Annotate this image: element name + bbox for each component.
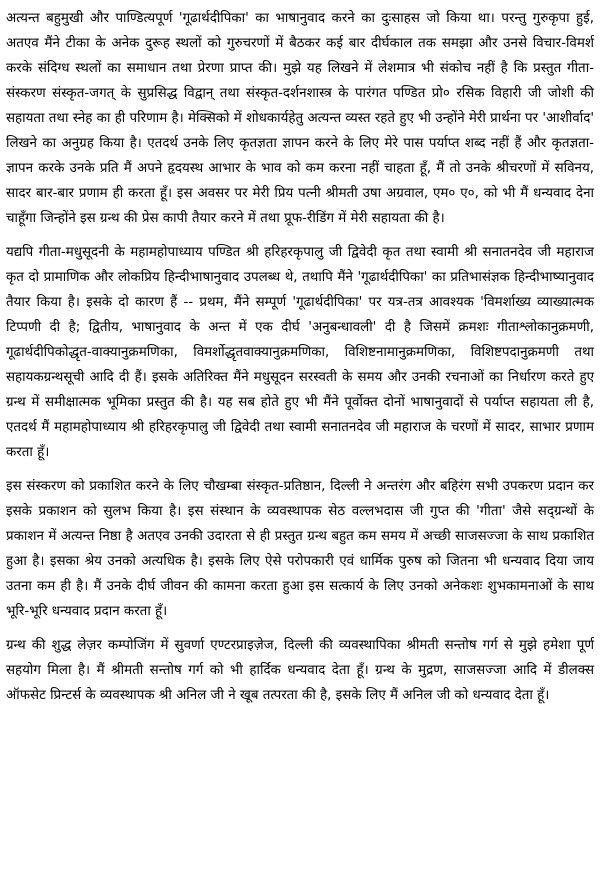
paragraph-translation-reasons: यद्यपि गीता-मधुसूदनी के महामहोपाध्याय पण्डित श्री हरिहरकृपालु जी द्विवेदी कृत तथा स्वामी श्री सनातनदेव जी महाराज कृत दो प्रामाणिक और लोकप्रिय हिन्दीभाषानुवाद उपलब्ध थे, तथापि मैंने 'गूढार्थदीपिका' का प्रतिभासंज्ञक हिन्दीभाष्यानुवाद तैयार किया है। इसके दो कारण हैं -- प्रथम, मैंने सम्पूर्ण 'गूढार्थदीपिका' पर यत्र-तत्र आवश्यक 'विमर्शाख्य व्याख्यात्मक टिप्पणी दी है; द्वितीय, भाषानुवाद के अन्त में एक दीर्घ 'अनुबन्धावली' दी है जिसमें क्रमशः गीताश्लोकानुक्रमणी, गूढार्थदीपिकोद्धृत-वाक्यानुक्रमणिका, विमर्शोद्धृतवाक्यानुक्रमणिका, विशिष्टनामानुक्रमणिका, विशिष्टपदानुक्रमणी तथा सहायकग्रन्थसूची आदि दी हैं। इसके अतिरिक्त मैंने मधुसूदन सरस्वती के समय और उनकी रचनाओं का निर्धारण करते हुए ग्रन्थ में समीक्षात्मक भूमिका प्रस्तुत की है। यह सब होते हुए भी मैंने पूर्वोक्त दोनों भाषानुवादों से पर्याप्त सहायता ली है, एतदर्थ मैं महामहोपाध्याय श्री हरिहरकृपालु जी द्विवेदी तथा स्वामी सनातनदेव जी महाराज के चरणों में सादर, साभार प्रणाम करता हूँ। <box>6 245 594 460</box>
paragraph-publisher-thanks: इस संस्करण को प्रकाशित करने के लिए चौखम्बा संस्कृत-प्रतिष्ठान, दिल्ली ने अन्तरंग और बहिरंग सभी उपकरण प्रदान कर इसके प्रकाशन को सुलभ किया है। इस संस्थान के व्यवस्थापक सेठ वल्लभदास जी गुप्त की 'गीता' जैसे सद्ग्रन्थों के प्रकाशन में अत्यन्त निष्ठा है अतएव उनकी उदारता से ही प्रस्तुत ग्रन्थ बहुत कम समय में अच्छी साजसज्जा के साथ प्रकाशित हुआ है। इसका श्रेय उनको अत्यधिक है। इसके लिए ऐसे परोपकारी एवं धार्मिक पुरुष को जितना भी धन्यवाद दिया जाय उतना कम ही है। मैं उनके दीर्घ जीवन की कामना करता हुआ इस सत्कार्य के लिए उनको अनेकशः शुभकामनाओं के साथ भूरि-भूरि धन्यवाद प्रदान करता हूँ। <box>6 479 594 619</box>
paragraph-gratitude-guru: अत्यन्त बहुमुखी और पाण्डित्यपूर्ण 'गूढार्थदीपिका' का भाषानुवाद करने का दुःसाहस जो किया था। परन्तु गुरुकृपा हुई, अतएव मैंने टीका के अनेक दुरूह स्थलों को गुरुचरणों में बैठकर कई बार दीर्घकाल तक समझा और उनसे विचार-विमर्श करके संदिग्ध स्थलों का समाधान तथा प्रेरणा प्राप्त की। मुझे यह लिखने में लेशमात्र भी संकोच नहीं है कि प्रस्तुत गीता-संस्करण संस्कृत-जगत् के सुप्रसिद्ध विद्वान् तथा संस्कृत-दर्शनशास्त्र के पारंगत पण्डित प्रो० रसिक विहारी जी जोशी की सहायता तथा स्नेह का ही परिणाम है। मेक्सिको में शोधकार्यहेतु अत्यन्त व्यस्त रहते हुए भी उन्होंने मेरी प्रार्थना पर 'आशीर्वाद' लिखने का अनुग्रह किया है। एतदर्थ उनके लिए कृतज्ञता ज्ञापन करने के लिए मेरे पास पर्याप्त शब्द नहीं हैं और कृतज्ञता-ज्ञापन करके उनके प्रति मैं अपने हृदयस्थ आभार के भाव को कम करना नहीं चाहता हूँ, मैं तो उनके श्रीचरणों में सविनय, सादर बार-बार प्रणाम ही करता हूँ। इस अवसर पर मेरी प्रिय पत्नी श्रीमती उषा अग्रवाल, एम० ए०, को भी मैं धन्यवाद देना चाहूँगा जिन्होंने इस ग्रन्थ की प्रेस कापी तैयार करने में तथा प्रूफ-रीडिंग में मेरी सहायता की है। <box>6 11 594 226</box>
document-page <box>6 6 594 708</box>
paragraph-typesetting-thanks: ग्रन्थ की शुद्ध लेज़र कम्पोजिंग में सुवर्णा एण्टरप्राइज़ेज, दिल्ली की व्यवस्थापिका श्रीमती सन्तोष गर्ग से मुझे हमेशा पूर्ण सहयोग मिला है। मैं श्रीमती सन्तोष गर्ग को भी हार्दिक धन्यवाद देता हूँ। ग्रन्थ के मुद्रण, साजसज्जा आदि में डीलक्स ऑफसेट प्रिन्टर्स के व्यवस्थापक श्री अनिल जी ने खूब तत्परता की है, इसके लिए मैं अनिल जी को धन्यवाद देता हूँ। <box>6 638 594 703</box>
